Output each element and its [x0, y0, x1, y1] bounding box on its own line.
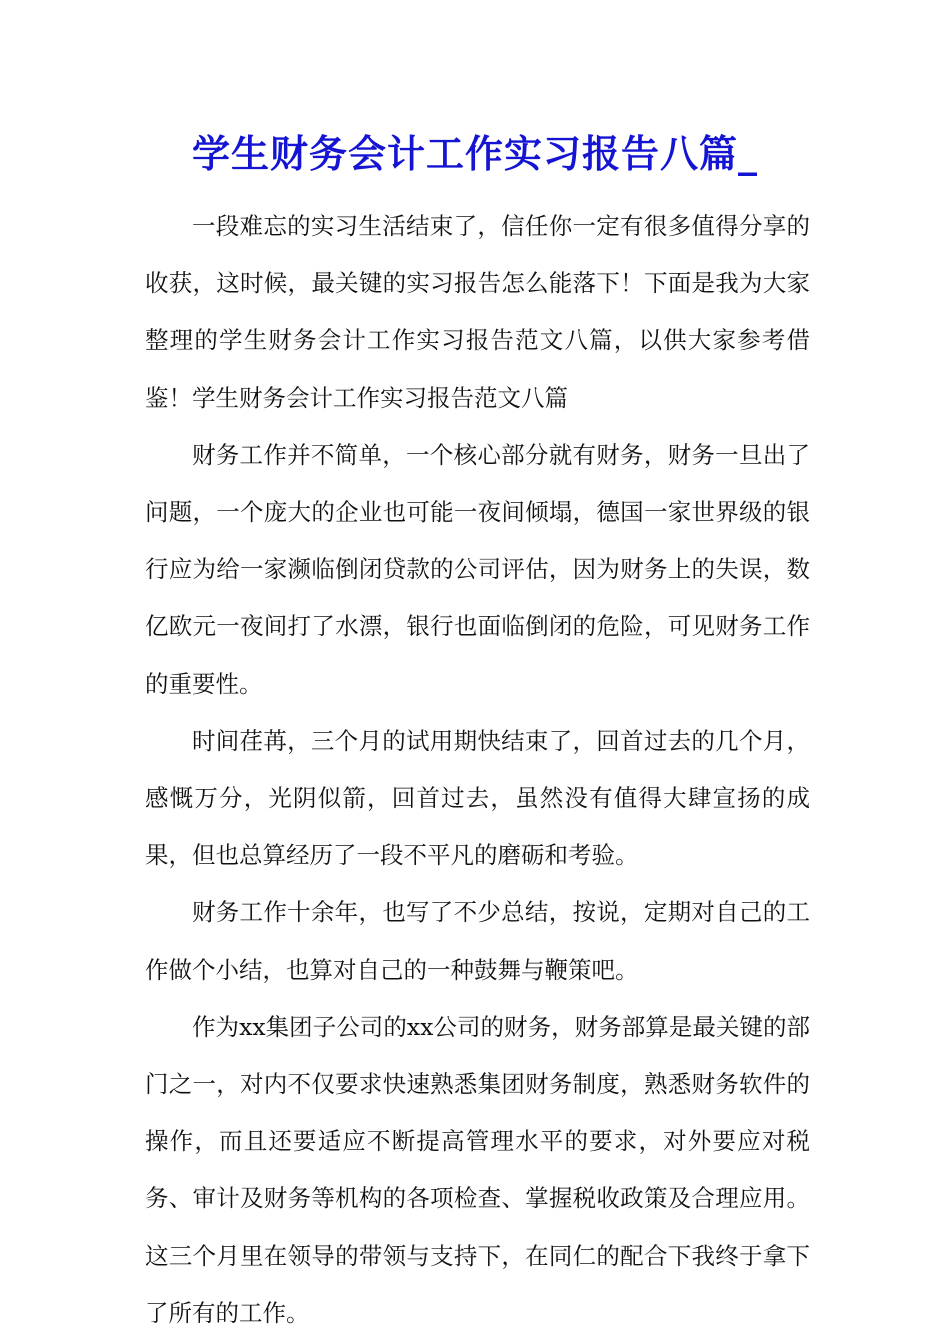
paragraph-probation: 时间荏苒，三个月的试用期快结束了，回首过去的几个月，感慨万分，光阴似箭，回首过去，虽然没有值得大肆宣扬的成果，但也总算经历了一段不平凡的磨砺和考验。 — [145, 726, 810, 870]
document-body — [145, 198, 810, 1342]
paragraph-importance: 财务工作并不简单，一个核心部分就有财务，财务一旦出了问题，一个庞大的企业也可能一夜间倾塌，德国一家世界级的银行应为给一家濒临倒闭贷款的公司评估，因为财务上的失误，数亿欧元一夜间打了水漂，银行也面临倒闭的危险，可见财务工作的重要性。 — [145, 440, 810, 698]
paragraph-intro: 一段难忘的实习生活结束了，信任你一定有很多值得分享的收获，这时候，最关键的实习报告怎么能落下！下面是我为大家整理的学生财务会计工作实习报告范文八篇，以供大家参考借鉴！学生财务会计工作实习报告范文八篇 — [145, 212, 810, 412]
paragraph-role: 作为xx集团子公司的xx公司的财务，财务部算是最关键的部门之一，对内不仅要求快速熟悉集团财务制度，熟悉财务软件的操作，而且还要适应不断提高管理水平的要求，对外要应对税务、审计及财务等机构的各项检查、掌握税收政策及合理应用。这三个月里在领导的带领与支持下，在同仁的配合下我终于拿下了所有的工作。 — [145, 1012, 810, 1327]
document-title: 学生财务会计工作实习报告八篇_ — [191, 131, 758, 176]
paragraph-summary: 财务工作十余年，也写了不少总结，按说，定期对自己的工作做个小结，也算对自己的一种鼓舞与鞭策吧。 — [145, 898, 810, 984]
